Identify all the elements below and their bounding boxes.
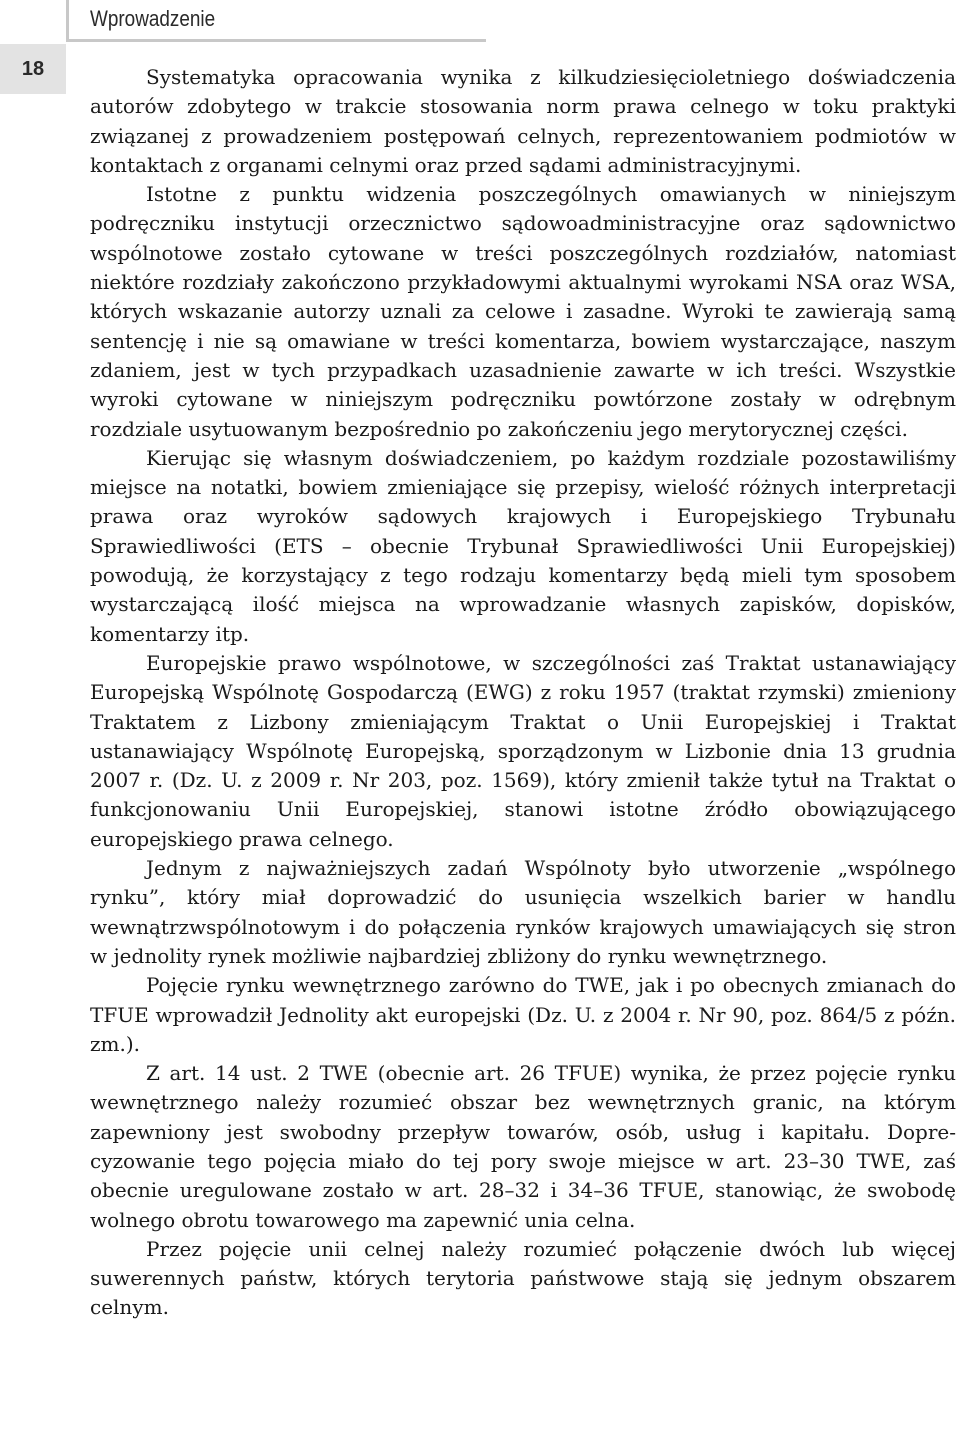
paragraph: Z art. 14 ust. 2 TWE (obecnie art. 26 TFUE) wynika, że przez pojęcie rynku wewnętrznego należy rozumieć obszar bez wewnętrznych granic, na którym zapewniony jest swobodny przepływ towarów, osób, usług i kapitału. Doprecyzowanie tego pojęcia miało do tej pory swoje miejsce w art. 23–30 TWE, zaś obecnie uregulowane zostało w art. 28–32 i 34–36 TFUE, stanowiąc, że swobodę wolnego obrotu towarowego ma zapewnić unia celna.	[90, 1061, 956, 1232]
header-vertical-rule	[66, 0, 69, 41]
header-horizontal-rule	[66, 39, 486, 42]
running-header-title: Wprowadzenie	[90, 6, 216, 31]
paragraph: Istotne z punktu widzenia poszczególnych omawianych w niniejszym podręczniku instytucji orzecznictwo sądowoadministracyjne oraz sądownictwo wspólnotowe zostało cytowane w treści poszczególnych rozdziałów, natomiast niektóre rozdziały zakończono przykładowymi aktualnymi wyrokami NSA oraz WSA, których wskazanie autorzy uznali za celowe i zasadne. Wyroki te zawierają samą sentencję i nie są omawiane w treści komentarza, bowiem wystarczające, naszym zdaniem, jest w tych przypadkach uzasadnienie zawarte w ich treści. Wszystkie wyroki cytowane w niniejszym podręczniku powtórzone zostały w odrębnym rozdziale usytuowanym bezpośrednio po zakończeniu jego merytorycznej części.	[90, 182, 956, 441]
paragraph: Systematyka opracowania wynika z kilkudziesięcioletniego doświadczenia autorów zdobytego w trakcie stosowania norm prawa celnego w toku praktyki związanej z prowadzeniem postępowań celnych, reprezentowaniem podmiotów w kontaktach z organami celnymi oraz przed sądami administracyjnymi.	[90, 65, 956, 177]
paragraph: Kierując się własnym doświadczeniem, po każdym rozdziale pozostawiliśmy miejsce na notatki, bowiem zmieniające się przepisy, wielość różnych interpretacji prawa oraz wyroków sądowych krajowych i Europejskiego Trybunału Sprawiedliwości (ETS – obecnie Trybunał Sprawiedliwości Unii Europejskiej) powodują, że korzystający z tego rodzaju komentarzy będą mieli tym sposobem wystarczającą ilość miejsca na wprowadzanie własnych zapisków, dopisków, komentarzy itp.	[90, 445, 956, 646]
paragraph: Przez pojęcie unii celnej należy rozumieć połączenie dwóch lub więcej suwerennych państw, których terytoria państwowe stają się jednym obszarem celnym.	[90, 1236, 956, 1320]
paragraph: Pojęcie rynku wewnętrznego zarówno do TWE, jak i po obecnych zmianach do TFUE wprowadził Jednolity akt europejski (Dz. U. z 2004 r. Nr 90, poz. 864/5 z późn. zm.).	[90, 973, 956, 1056]
page-number-badge	[0, 44, 66, 94]
page-number: 18	[21, 57, 45, 80]
paragraph: Jednym z najważniejszych zadań Wspólnoty było utworzenie „wspólnego rynku”, który miał doprowadzić do usunięcia wszelkich barier w handlu wewnątrzwspólnotowym i do połączenia rynków krajowych umawiających się stron w jednolity rynek możliwie najbardziej zbliżony do rynku wewnętrznego.	[90, 856, 956, 968]
paragraph: Europejskie prawo wspólnotowe, w szczególności zaś Traktat ustanawiający Europejską Wspólnotę Gospodarczą (EWG) z roku 1957 (traktat rzymski) zmieniony Traktatem z Lizbony zmieniającym Traktat o Unii Europejskiej i Traktat ustanawiający Wspólnotę Europejską, sporządzonym w Lizbonie dnia 13 grudnia 2007 r. (Dz. U. z 2009 r. Nr 203, poz. 1569), który zmienił także tytuł na Traktat o funkcjonowaniu Unii Europejskiej, stanowi istotne źródło obowiązującego europejskiego prawa celnego.	[90, 650, 956, 851]
body-text	[90, 63, 956, 1323]
